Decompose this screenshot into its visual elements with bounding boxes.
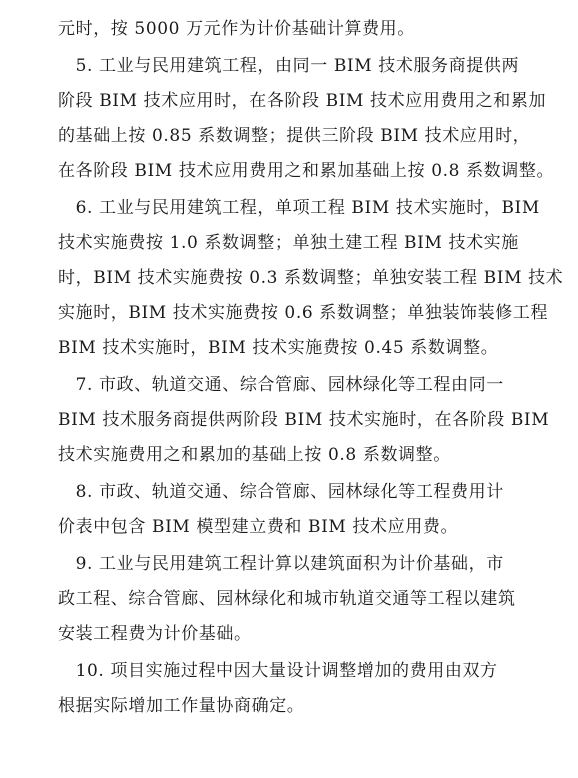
paragraph-item-6 — [58, 191, 564, 366]
text-line: 元时，按 5000 万元作为计价基础计算费用。 — [58, 19, 415, 39]
paragraph-item-7 — [58, 368, 550, 473]
text-line: 5. 工业与民用建筑工程，由同一 BIM 技术服务商提供两 — [58, 56, 520, 76]
text-line: 8. 市政、轨道交通、综合管廊、园林绿化等工程费用计 — [58, 482, 504, 502]
text-line: 6. 工业与民用建筑工程，单项工程 BIM 技术实施时，BIM — [58, 198, 540, 218]
text-line: 10. 项目实施过程中因大量设计调整增加的费用由双方 — [58, 661, 498, 681]
paragraph-item-9 — [58, 547, 540, 652]
text-line: 安装工程费为计价基础。 — [58, 624, 252, 644]
text-line: 9. 工业与民用建筑工程计算以建筑面积为计价基础，市 — [58, 554, 504, 574]
text-line: 技术实施费按 1.0 系数调整；单独土建工程 BIM 技术实施 — [58, 233, 519, 253]
paragraph-continuation — [58, 12, 540, 47]
text-line: 7. 市政、轨道交通、综合管廊、园林绿化等工程由同一 — [58, 375, 504, 395]
text-line: 政工程、综合管廊、园林绿化和城市轨道交通等工程以建筑 — [58, 589, 516, 609]
text-line: 价表中包含 BIM 模型建立费和 BIM 技术应用费。 — [58, 517, 459, 537]
text-line: BIM 技术实施时，BIM 技术实施费按 0.45 系数调整。 — [58, 338, 499, 358]
text-line: BIM 技术服务商提供两阶段 BIM 技术实施时，在各阶段 BIM — [58, 410, 550, 430]
text-line: 阶段 BIM 技术应用时，在各阶段 BIM 技术应用费用之和累加 — [58, 91, 547, 111]
paragraph-item-8 — [58, 475, 540, 545]
text-line: 时，BIM 技术实施费按 0.3 系数调整；单独安装工程 BIM 技术 — [58, 268, 564, 288]
paragraph-item-5 — [58, 49, 555, 189]
text-line: 实施时，BIM 技术实施费按 0.6 系数调整；单独装饰装修工程 — [58, 303, 549, 323]
paragraph-item-10 — [58, 654, 540, 724]
text-line: 在各阶段 BIM 技术应用费用之和累加基础上按 0.8 系数调整。 — [58, 161, 555, 181]
text-line: 技术实施费用之和累加的基础上按 0.8 系数调整。 — [58, 445, 451, 465]
text-line: 的基础上按 0.85 系数调整；提供三阶段 BIM 技术应用时， — [58, 126, 531, 146]
text-line: 根据实际增加工作量协商确定。 — [58, 696, 305, 716]
